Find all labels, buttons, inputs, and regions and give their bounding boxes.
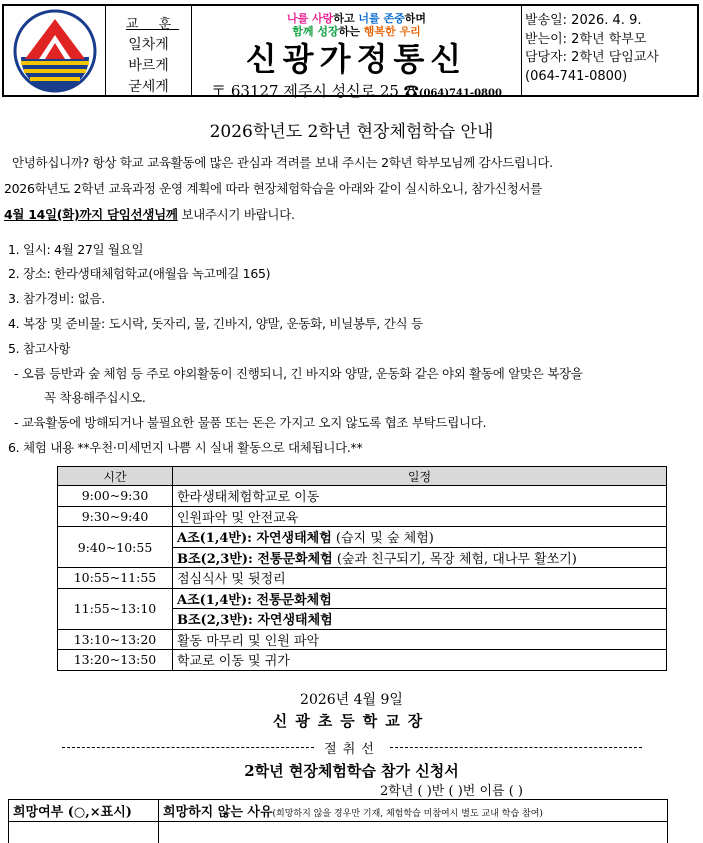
header-time: 시간 — [58, 467, 173, 486]
phone-icon: ☎ — [403, 82, 419, 100]
note-item-continued: 꼭 착용해주십시오. — [44, 390, 146, 405]
motto-line: 굳세게 — [128, 79, 169, 95]
list-item: 2. 장소: 한라생태체험학교(애월읍 녹고메길 165) — [8, 266, 271, 281]
newsletter-title-block — [192, 6, 522, 100]
table-row: 13:20~13:50 학교로 이동 및 귀가 — [58, 650, 667, 671]
table-row: 11:55~13:10 A조(1,4반): 전통문화체험 — [58, 588, 667, 609]
list-item: 1. 일시: 4월 27일 월요일 — [8, 242, 144, 257]
table-row: 9:40~10:55 A조(1,4반): 자연생태체험 (습지 및 숲 체험) — [58, 527, 667, 548]
postal-mark-icon: 〒 — [211, 82, 227, 100]
table-header-row — [9, 800, 668, 822]
intro-paragraph-3: 4월 14일(화)까지 담임선생님께 보내주시기 바랍니다. — [4, 207, 295, 222]
student-info-fields[interactable]: 2학년 ( )반 ( )번 이름 ( ) — [380, 784, 523, 799]
application-title: 2학년 현장체험학습 참가 신청서 — [244, 762, 459, 780]
contact-person: 담당자: 2학년 담임교사 — [525, 50, 659, 65]
table-row: B조(2,3반): 자연생태체험 — [58, 609, 667, 630]
intro-paragraph-1: 안녕하십니까? 항상 학교 교육활동에 많은 관심과 격려를 보내 주시는 2학년 학부모님께 감사드립니다. — [12, 155, 553, 170]
table-row: 9:00~9:30 한라생태체험학교로 이동 — [58, 486, 667, 507]
list-item: 3. 참가경비: 없음. — [8, 291, 105, 306]
send-info — [522, 6, 697, 95]
participation-input[interactable] — [9, 822, 159, 843]
issue-date: 2026년 4월 9일 — [300, 692, 403, 708]
motto-line: 일차게 — [128, 37, 169, 53]
application-table — [8, 799, 668, 843]
motto-line: 바르게 — [128, 58, 169, 74]
reason-input[interactable] — [159, 822, 668, 843]
intro-paragraph-2: 2026학년도 2학년 교육과정 운영 계획에 따라 현장체험학습을 아래와 같이 실시하오니, 참가신청서를 — [4, 181, 542, 196]
table-row: 13:10~13:20 활동 마무리 및 인원 파악 — [58, 629, 667, 650]
header-plan: 일정 — [173, 467, 667, 486]
deadline: 4월 14일(화)까지 담임선생님께 — [4, 207, 178, 222]
list-item: 6. 체험 내용 **우천·미세먼지 나쁨 시 실내 활동으로 대체됩니다.** — [8, 440, 363, 455]
list-item: 4. 복장 및 준비물: 도시락, 돗자리, 물, 긴바지, 양말, 운동화, 비닐봉투, 간식 등 — [8, 316, 423, 331]
school-address: 〒 63127 제주시 성신로 25 ☎(064)741-0800 — [211, 82, 502, 100]
principal-signature: 신광초등학교장 — [272, 712, 431, 730]
participation-header: 희망여부 (○,×표시) — [9, 800, 159, 822]
reason-header: 희망하지 않는 사유(희망하지 않을 경우만 기재, 체험학습 미참여시 별도 교내 학습 참여) — [159, 800, 668, 822]
table-header-row — [58, 467, 667, 486]
school-logo — [4, 6, 106, 95]
slogan-line-1: 나를 사랑하고 너를 존중하며 — [286, 12, 427, 25]
send-date: 발송일: 2026. 4. 9. — [525, 13, 642, 28]
list-item: 5. 참고사항 — [8, 341, 71, 356]
newsletter-title: 신광가정통신 — [245, 40, 468, 78]
table-row — [9, 822, 668, 843]
document-title: 2026학년도 2학년 현장체험학습 안내 — [209, 122, 494, 142]
recipient: 받는이: 2학년 학부모 — [525, 31, 647, 47]
note-item: - 오름 등반과 숲 체험 등 주로 야외활동이 진행되니, 긴 바지와 양말, 운동화 같은 야외 활동에 알맞은 복장을 — [14, 366, 583, 381]
contact-phone: (064-741-0800) — [525, 68, 628, 84]
note-item: - 교육활동에 방해되거나 불필요한 물품 또는 돈은 가지고 오지 않도록 협조 부탁드립니다. — [14, 415, 487, 430]
schedule-table — [57, 466, 667, 671]
slogan-line-2: 함께 성장하는 행복한 우리 — [292, 25, 421, 38]
cut-line — [62, 738, 642, 757]
school-motto — [106, 6, 192, 95]
newsletter-header — [2, 4, 699, 100]
table-row: B조(2,3반): 전통문화체험 (숲과 친구되기, 목장 체험, 대나무 활쏘기) — [58, 547, 667, 568]
motto-title: 교 훈 — [125, 17, 180, 32]
table-row: 9:30~9:40 인원파악 및 안전교육 — [58, 506, 667, 527]
table-row: 10:55~11:55 점심식사 및 뒷정리 — [58, 568, 667, 589]
cut-line-label: 절취선 — [324, 742, 380, 757]
